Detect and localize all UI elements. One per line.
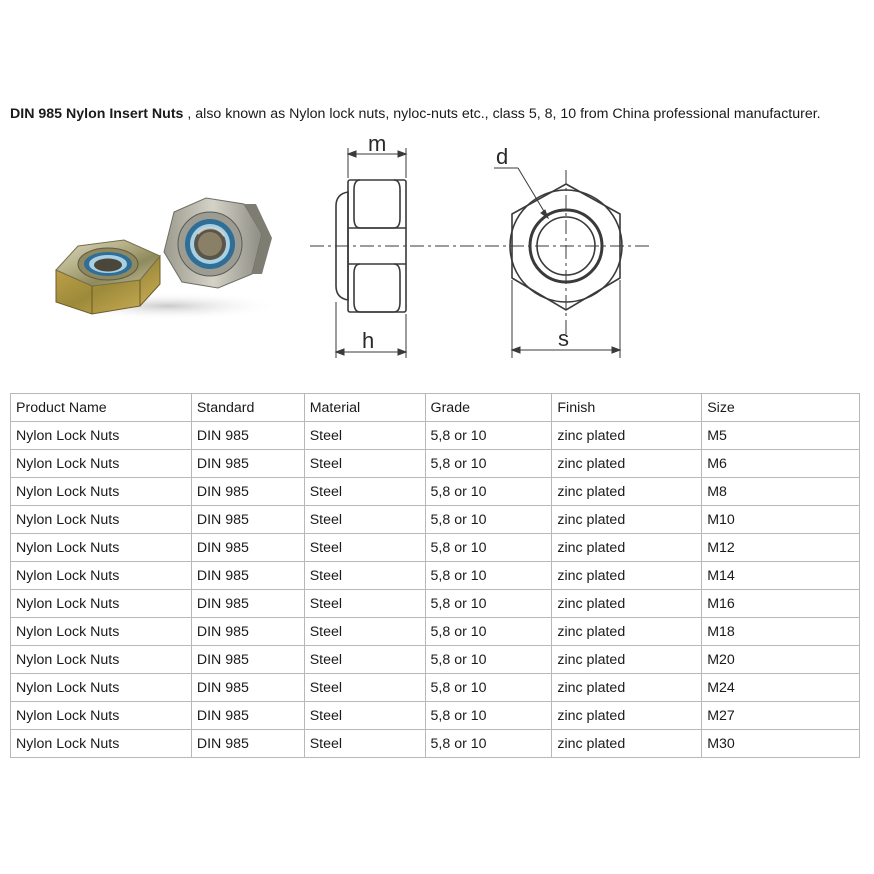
intro-paragraph (10, 106, 874, 122)
cell-size: M20 (702, 646, 860, 674)
cell-size: M27 (702, 702, 860, 730)
cell-grade: 5,8 or 10 (425, 590, 552, 618)
label-m: m (368, 134, 387, 156)
table-row (11, 534, 860, 562)
cell-material: Steel (304, 478, 425, 506)
spec-table (10, 393, 860, 758)
dimension-d (494, 168, 548, 218)
cell-product-name: Nylon Lock Nuts (11, 422, 192, 450)
cell-finish: zinc plated (552, 422, 702, 450)
cell-standard: DIN 985 (191, 562, 304, 590)
header-material: Material (304, 394, 425, 422)
cell-standard: DIN 985 (191, 590, 304, 618)
cell-grade: 5,8 or 10 (425, 478, 552, 506)
cell-finish: zinc plated (552, 702, 702, 730)
cell-grade: 5,8 or 10 (425, 702, 552, 730)
cell-product-name: Nylon Lock Nuts (11, 646, 192, 674)
cell-material: Steel (304, 534, 425, 562)
cell-size: M14 (702, 562, 860, 590)
cell-standard: DIN 985 (191, 478, 304, 506)
table-row (11, 730, 860, 758)
table-row (11, 422, 860, 450)
cell-size: M30 (702, 730, 860, 758)
cell-size: M24 (702, 674, 860, 702)
cell-finish: zinc plated (552, 674, 702, 702)
cell-product-name: Nylon Lock Nuts (11, 478, 192, 506)
cell-finish: zinc plated (552, 730, 702, 758)
cell-standard: DIN 985 (191, 450, 304, 478)
table-row (11, 590, 860, 618)
cell-material: Steel (304, 562, 425, 590)
cell-standard: DIN 985 (191, 534, 304, 562)
cell-product-name: Nylon Lock Nuts (11, 730, 192, 758)
cell-finish: zinc plated (552, 618, 702, 646)
cell-grade: 5,8 or 10 (425, 562, 552, 590)
cell-product-name: Nylon Lock Nuts (11, 702, 192, 730)
cell-product-name: Nylon Lock Nuts (11, 534, 192, 562)
cell-finish: zinc plated (552, 534, 702, 562)
cell-material: Steel (304, 590, 425, 618)
cell-finish: zinc plated (552, 590, 702, 618)
cell-material: Steel (304, 646, 425, 674)
cell-material: Steel (304, 702, 425, 730)
table-row (11, 506, 860, 534)
cell-size: M16 (702, 590, 860, 618)
cell-material: Steel (304, 506, 425, 534)
product-photo (48, 190, 280, 320)
cell-material: Steel (304, 450, 425, 478)
cell-standard: DIN 985 (191, 422, 304, 450)
label-d: d (496, 144, 509, 169)
cell-product-name: Nylon Lock Nuts (11, 506, 192, 534)
cell-standard: DIN 985 (191, 618, 304, 646)
table-row (11, 618, 860, 646)
intro-description: , also known as Nylon lock nuts, nyloc-nuts etc., class 5, 8, 10 from China professional manufacturer. (183, 106, 821, 122)
header-standard: Standard (191, 394, 304, 422)
cell-grade: 5,8 or 10 (425, 646, 552, 674)
cell-size: M8 (702, 478, 860, 506)
intro-bold-title: DIN 985 Nylon Insert Nuts (10, 106, 184, 122)
table-row (11, 450, 860, 478)
cell-grade: 5,8 or 10 (425, 422, 552, 450)
cell-product-name: Nylon Lock Nuts (11, 450, 192, 478)
table-row (11, 702, 860, 730)
header-size: Size (702, 394, 860, 422)
cell-size: M10 (702, 506, 860, 534)
cell-grade: 5,8 or 10 (425, 506, 552, 534)
label-h: h (362, 328, 375, 353)
cell-standard: DIN 985 (191, 702, 304, 730)
cell-grade: 5,8 or 10 (425, 618, 552, 646)
cell-finish: zinc plated (552, 450, 702, 478)
cell-standard: DIN 985 (191, 730, 304, 758)
cell-standard: DIN 985 (191, 674, 304, 702)
cell-grade: 5,8 or 10 (425, 534, 552, 562)
header-product-name: Product Name (11, 394, 192, 422)
cell-size: M6 (702, 450, 860, 478)
cell-size: M5 (702, 422, 860, 450)
cell-size: M18 (702, 618, 860, 646)
cell-finish: zinc plated (552, 646, 702, 674)
cell-finish: zinc plated (552, 506, 702, 534)
cell-material: Steel (304, 618, 425, 646)
cell-material: Steel (304, 730, 425, 758)
table-header-row (11, 394, 860, 422)
cell-finish: zinc plated (552, 478, 702, 506)
cell-grade: 5,8 or 10 (425, 730, 552, 758)
table-row (11, 674, 860, 702)
cell-material: Steel (304, 674, 425, 702)
cell-size: M12 (702, 534, 860, 562)
cell-product-name: Nylon Lock Nuts (11, 674, 192, 702)
cell-product-name: Nylon Lock Nuts (11, 590, 192, 618)
cell-material: Steel (304, 422, 425, 450)
cell-product-name: Nylon Lock Nuts (11, 618, 192, 646)
nut-photo-back (164, 198, 272, 288)
cell-product-name: Nylon Lock Nuts (11, 562, 192, 590)
table-row (11, 562, 860, 590)
table-row (11, 478, 860, 506)
cell-grade: 5,8 or 10 (425, 674, 552, 702)
cell-grade: 5,8 or 10 (425, 450, 552, 478)
label-s: s (558, 326, 569, 351)
cell-standard: DIN 985 (191, 646, 304, 674)
header-grade: Grade (425, 394, 552, 422)
header-finish: Finish (552, 394, 702, 422)
cell-standard: DIN 985 (191, 506, 304, 534)
table-row (11, 646, 860, 674)
cell-finish: zinc plated (552, 562, 702, 590)
technical-drawing (300, 134, 660, 364)
